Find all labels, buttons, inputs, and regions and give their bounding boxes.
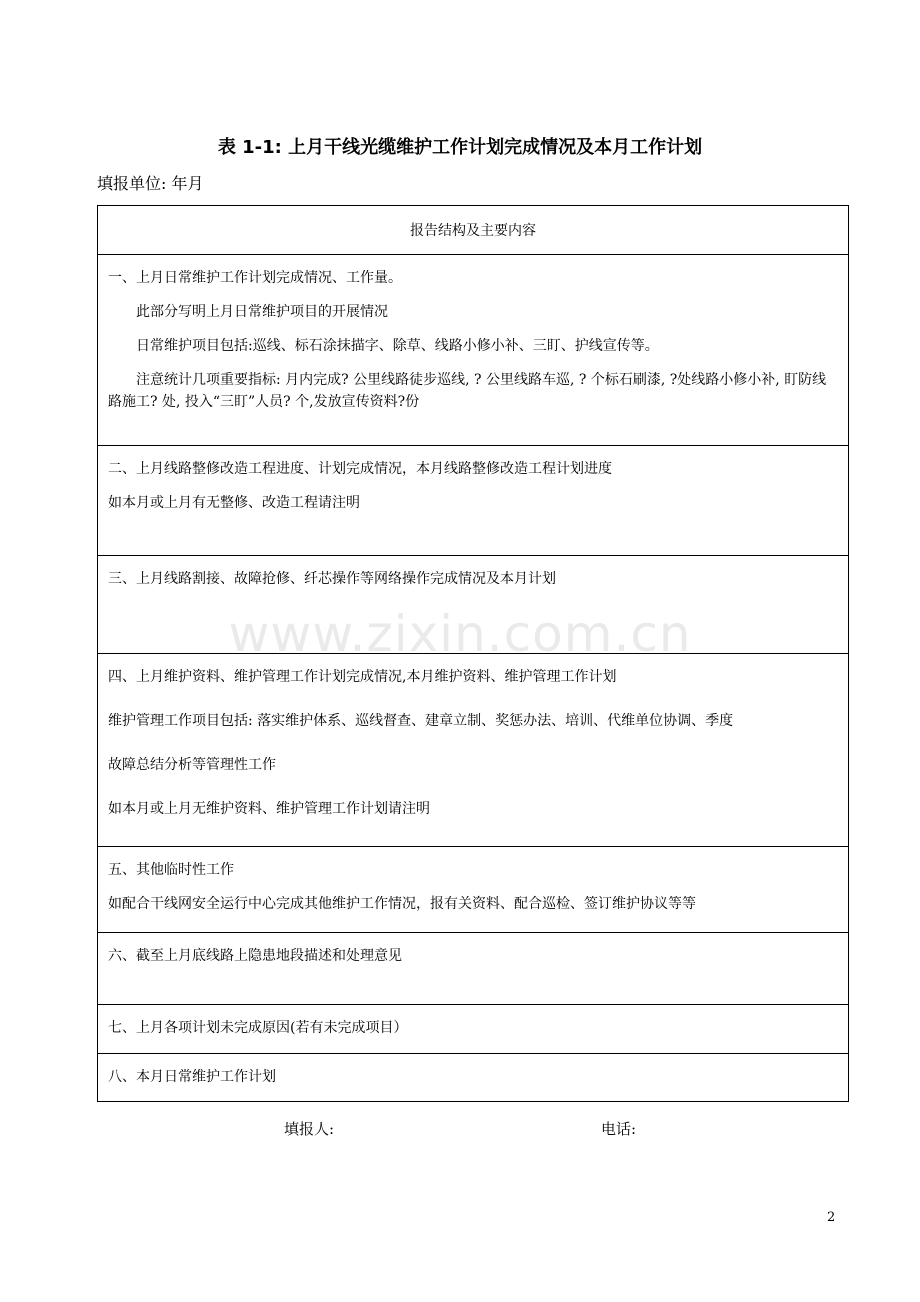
phone-label: 电话: xyxy=(601,1120,637,1138)
section-line-4-3: 如本月或上月无维护资料、维护管理工作计划请注明 xyxy=(108,801,430,817)
section-line-4-1: 维护管理工作项目包括: 落实维护体系、巡线督查、建章立制、奖惩办法、培训、代维单位协调、季度 xyxy=(108,713,734,729)
section-row-6 xyxy=(98,933,849,1005)
section-row-5 xyxy=(98,847,849,933)
filler-label: 填报人: xyxy=(284,1120,335,1138)
section-row-8 xyxy=(98,1054,849,1102)
section-heading-8: 八、本月日常维护工作计划 xyxy=(108,1069,276,1085)
section-line-2-1: 如本月或上月有无整修、改造工程请注明 xyxy=(108,495,360,511)
section-heading-6: 六、截至上月底线路上隐患地段描述和处理意见 xyxy=(108,948,402,964)
section-heading-4: 四、上月维护资料、维护管理工作计划完成情况,本月维护资料、维护管理工作计划 xyxy=(108,669,617,685)
section-cell-6 xyxy=(98,933,849,1005)
section-line-1-1: 此部分写明上月日常维护项目的开展情况 xyxy=(136,304,388,320)
section-heading-3: 三、上月线路割接、故障抢修、纤芯操作等网络操作完成情况及本月计划 xyxy=(108,571,556,587)
section-row-2 xyxy=(98,446,849,556)
table-header-row xyxy=(98,206,849,255)
section-cell-7 xyxy=(98,1005,849,1054)
section-cell-2 xyxy=(98,446,849,556)
section-cell-5 xyxy=(98,847,849,933)
section-heading-5: 五、其他临时性工作 xyxy=(108,862,234,878)
section-row-3 xyxy=(98,556,849,654)
section-heading-1: 一、上月日常维护工作计划完成情况、工作量。 xyxy=(108,270,402,286)
section-heading-2: 二、上月线路整修改造工程进度、计划完成情况，本月线路整修改造工程计划进度 xyxy=(108,461,612,477)
section-line-5-1: 如配合干线网安全运行中心完成其他维护工作情况，报有关资料、配合巡检、签订维护协议等等 xyxy=(108,896,696,912)
section-row-7 xyxy=(98,1005,849,1054)
section-cell-1 xyxy=(98,255,849,446)
section-line-4-2: 故障总结分析等管理性工作 xyxy=(108,757,276,773)
report-table xyxy=(97,205,849,1102)
section-line-1-2: 日常维护项目包括:巡线、标石涂抹描字、除草、线路小修小补、三盯、护线宣传等。 xyxy=(136,338,659,354)
section-cell-8 xyxy=(98,1054,849,1102)
document-title: 表 1-1: 上月干线光缆维护工作计划完成情况及本月工作计划 xyxy=(217,137,703,158)
table-header-cell: 报告结构及主要内容 xyxy=(98,206,849,255)
section-row-1 xyxy=(98,255,849,446)
section-row-4 xyxy=(98,654,849,847)
section-cell-3 xyxy=(98,556,849,654)
section-cell-4 xyxy=(98,654,849,847)
reporting-unit-label: 填报单位: 年月 xyxy=(97,174,204,193)
watermark: www.zixin.com.cn xyxy=(228,605,692,663)
section-line-1-3: 注意统计几项重要指标: 月内完成? 公里线路徒步巡线, ? 公里线路车巡, ? 个标石刷漆, ?处线路小修小补, 盯防线路施工? 处, 投入“三盯”人员? 个,发放宣传资料?份 xyxy=(108,372,827,410)
section-heading-7: 七、上月各项计划未完成原因(若有未完成项目） xyxy=(108,1020,408,1036)
page-number: 2 xyxy=(827,1210,836,1225)
